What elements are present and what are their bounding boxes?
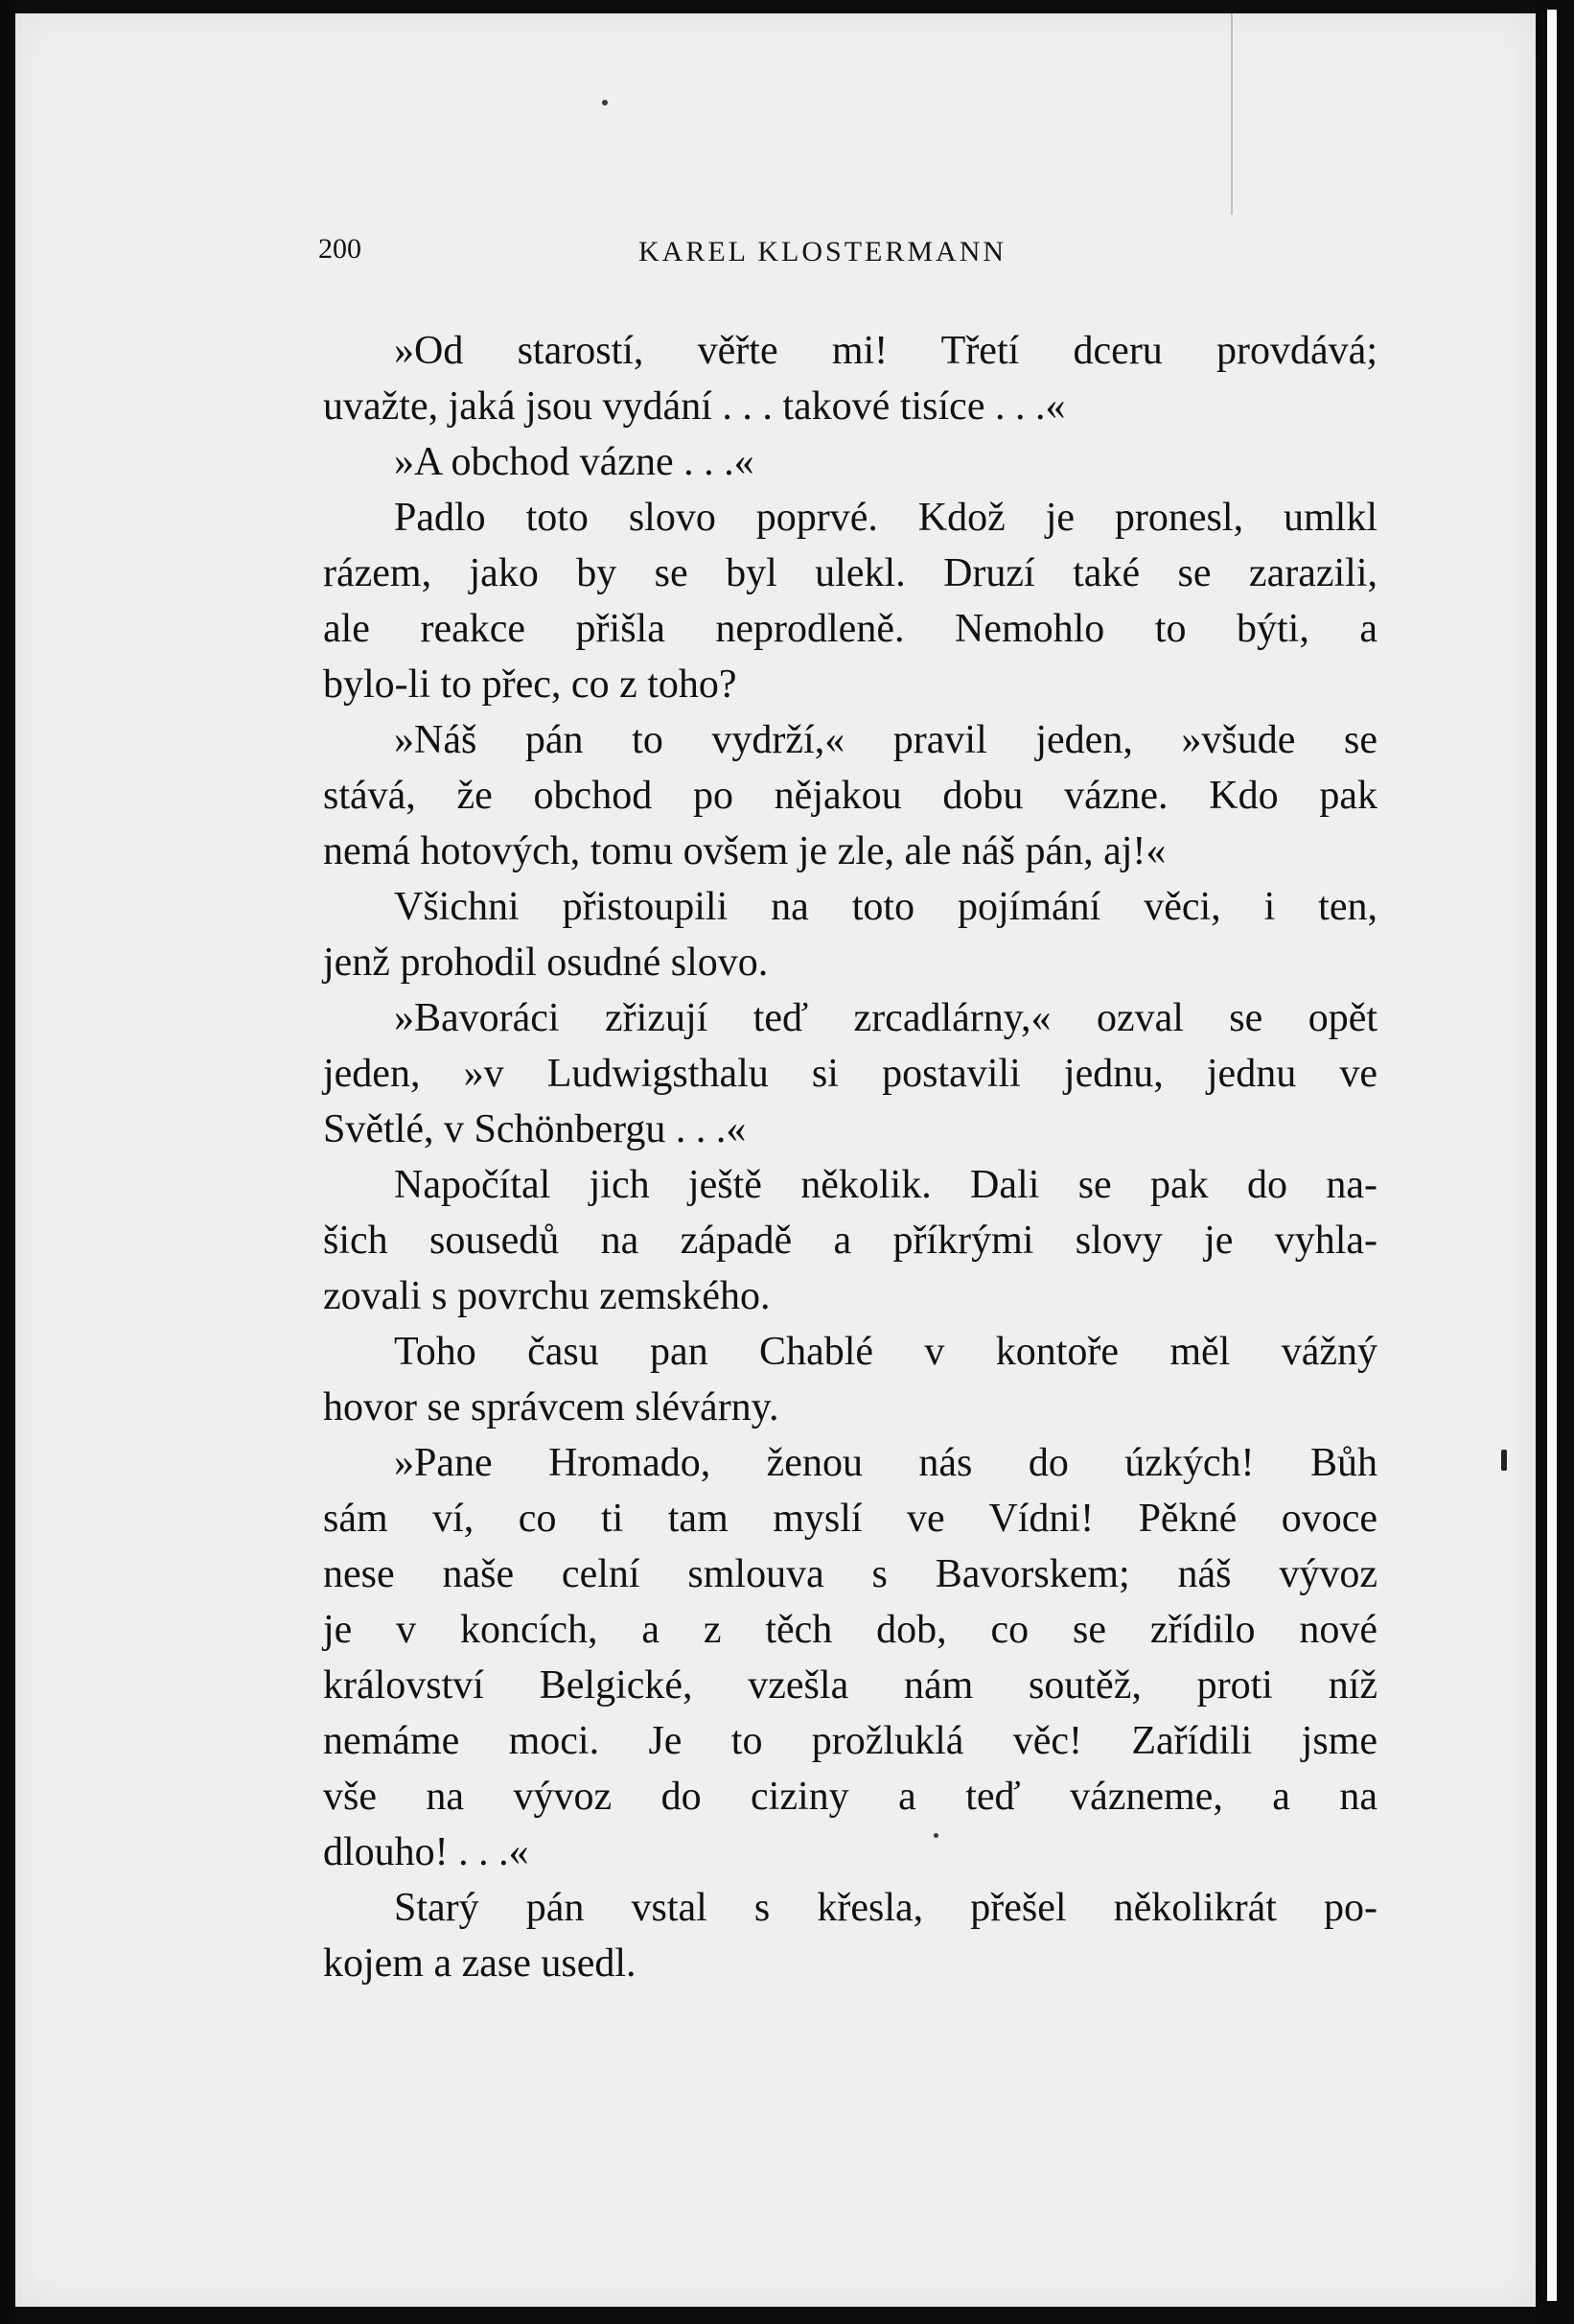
text-line: »Bavoráci zřizují teď zrcadlárny,« ozval se opět [394,996,1377,1040]
body-text [323,323,1377,1991]
text-line: jenž prohodil osudné slovo. [323,941,769,985]
text-line: rázem, jako by se byl ulekl. Druzí také se zarazili, [323,551,1377,595]
dust-speck [602,100,608,105]
text-line: dlouho! . . .« [323,1830,529,1874]
next-page-edge [1547,10,1557,2301]
edge-mark [1501,1450,1507,1471]
scan-border-right [1536,0,1574,2324]
text-line: »Náš pán to vydrží,« pravil jeden, »všude se [394,718,1377,762]
text-line: nese naše celní smlouva s Bavorskem; náš vývoz [323,1552,1377,1596]
text-line: »Od starostí, věřte mi! Třetí dceru provdává; [394,329,1377,373]
text-line: jeden, »v Ludwigsthalu si postavili jednu, jednu ve [323,1052,1377,1096]
text-line: »A obchod vázne . . .« [394,440,754,484]
text-line: bylo-li to přec, co z toho? [323,662,737,707]
text-line: sám ví, co ti tam myslí ve Vídni! Pěkné ovoce [323,1497,1377,1541]
text-line: »Pane Hromado, ženou nás do úzkých! Bůh [394,1441,1377,1485]
running-head: KAREL KLOSTERMANN [638,236,1007,267]
text-line: Světlé, v Schönbergu . . .« [323,1107,747,1151]
text-line: Padlo toto slovo poprvé. Kdož je pronesl, umlkl [394,496,1377,540]
text-line: stává, že obchod po nějakou dobu vázne. Kdo pak [323,774,1377,818]
text-line: je v koncích, a z těch dob, co se zřídilo nové [323,1608,1377,1652]
text-line: šich sousedů na západě a příkrými slovy je vyhla- [323,1219,1377,1263]
text-line: nemáme moci. Je to prožluklá věc! Zařídili jsme [323,1719,1377,1763]
text-line: kojem a zase usedl. [323,1941,637,1986]
text-line: Toho času pan Chablé v kontoře měl vážný [394,1330,1377,1374]
text-line: hovor se správcem slévárny. [323,1385,779,1429]
text-line: Všichni přistoupili na toto pojímání věci, i ten, [394,885,1377,929]
text-line: vše na vývoz do ciziny a teď vázneme, a na [323,1775,1377,1819]
scan-border-left [0,0,15,2324]
text-line: ale reakce přišla neprodleně. Nemohlo to býti, a [323,607,1377,651]
text-line: uvažte, jaká jsou vydání . . . takové tisíce . . .« [323,384,1066,429]
text-line: nemá hotových, tomu ovšem je zle, ale náš pán, aj!« [323,829,1167,873]
page-number: 200 [318,233,361,265]
text-line: Napočítal jich ještě několik. Dali se pak do na- [394,1163,1377,1207]
text-line: království Belgické, vzešla nám soutěž, proti níž [323,1663,1377,1708]
text-line: Starý pán vstal s křesla, přešel několikrát po- [394,1886,1377,1930]
page-crease [1231,13,1233,215]
text-line: zovali s povrchu zemského. [323,1274,771,1318]
